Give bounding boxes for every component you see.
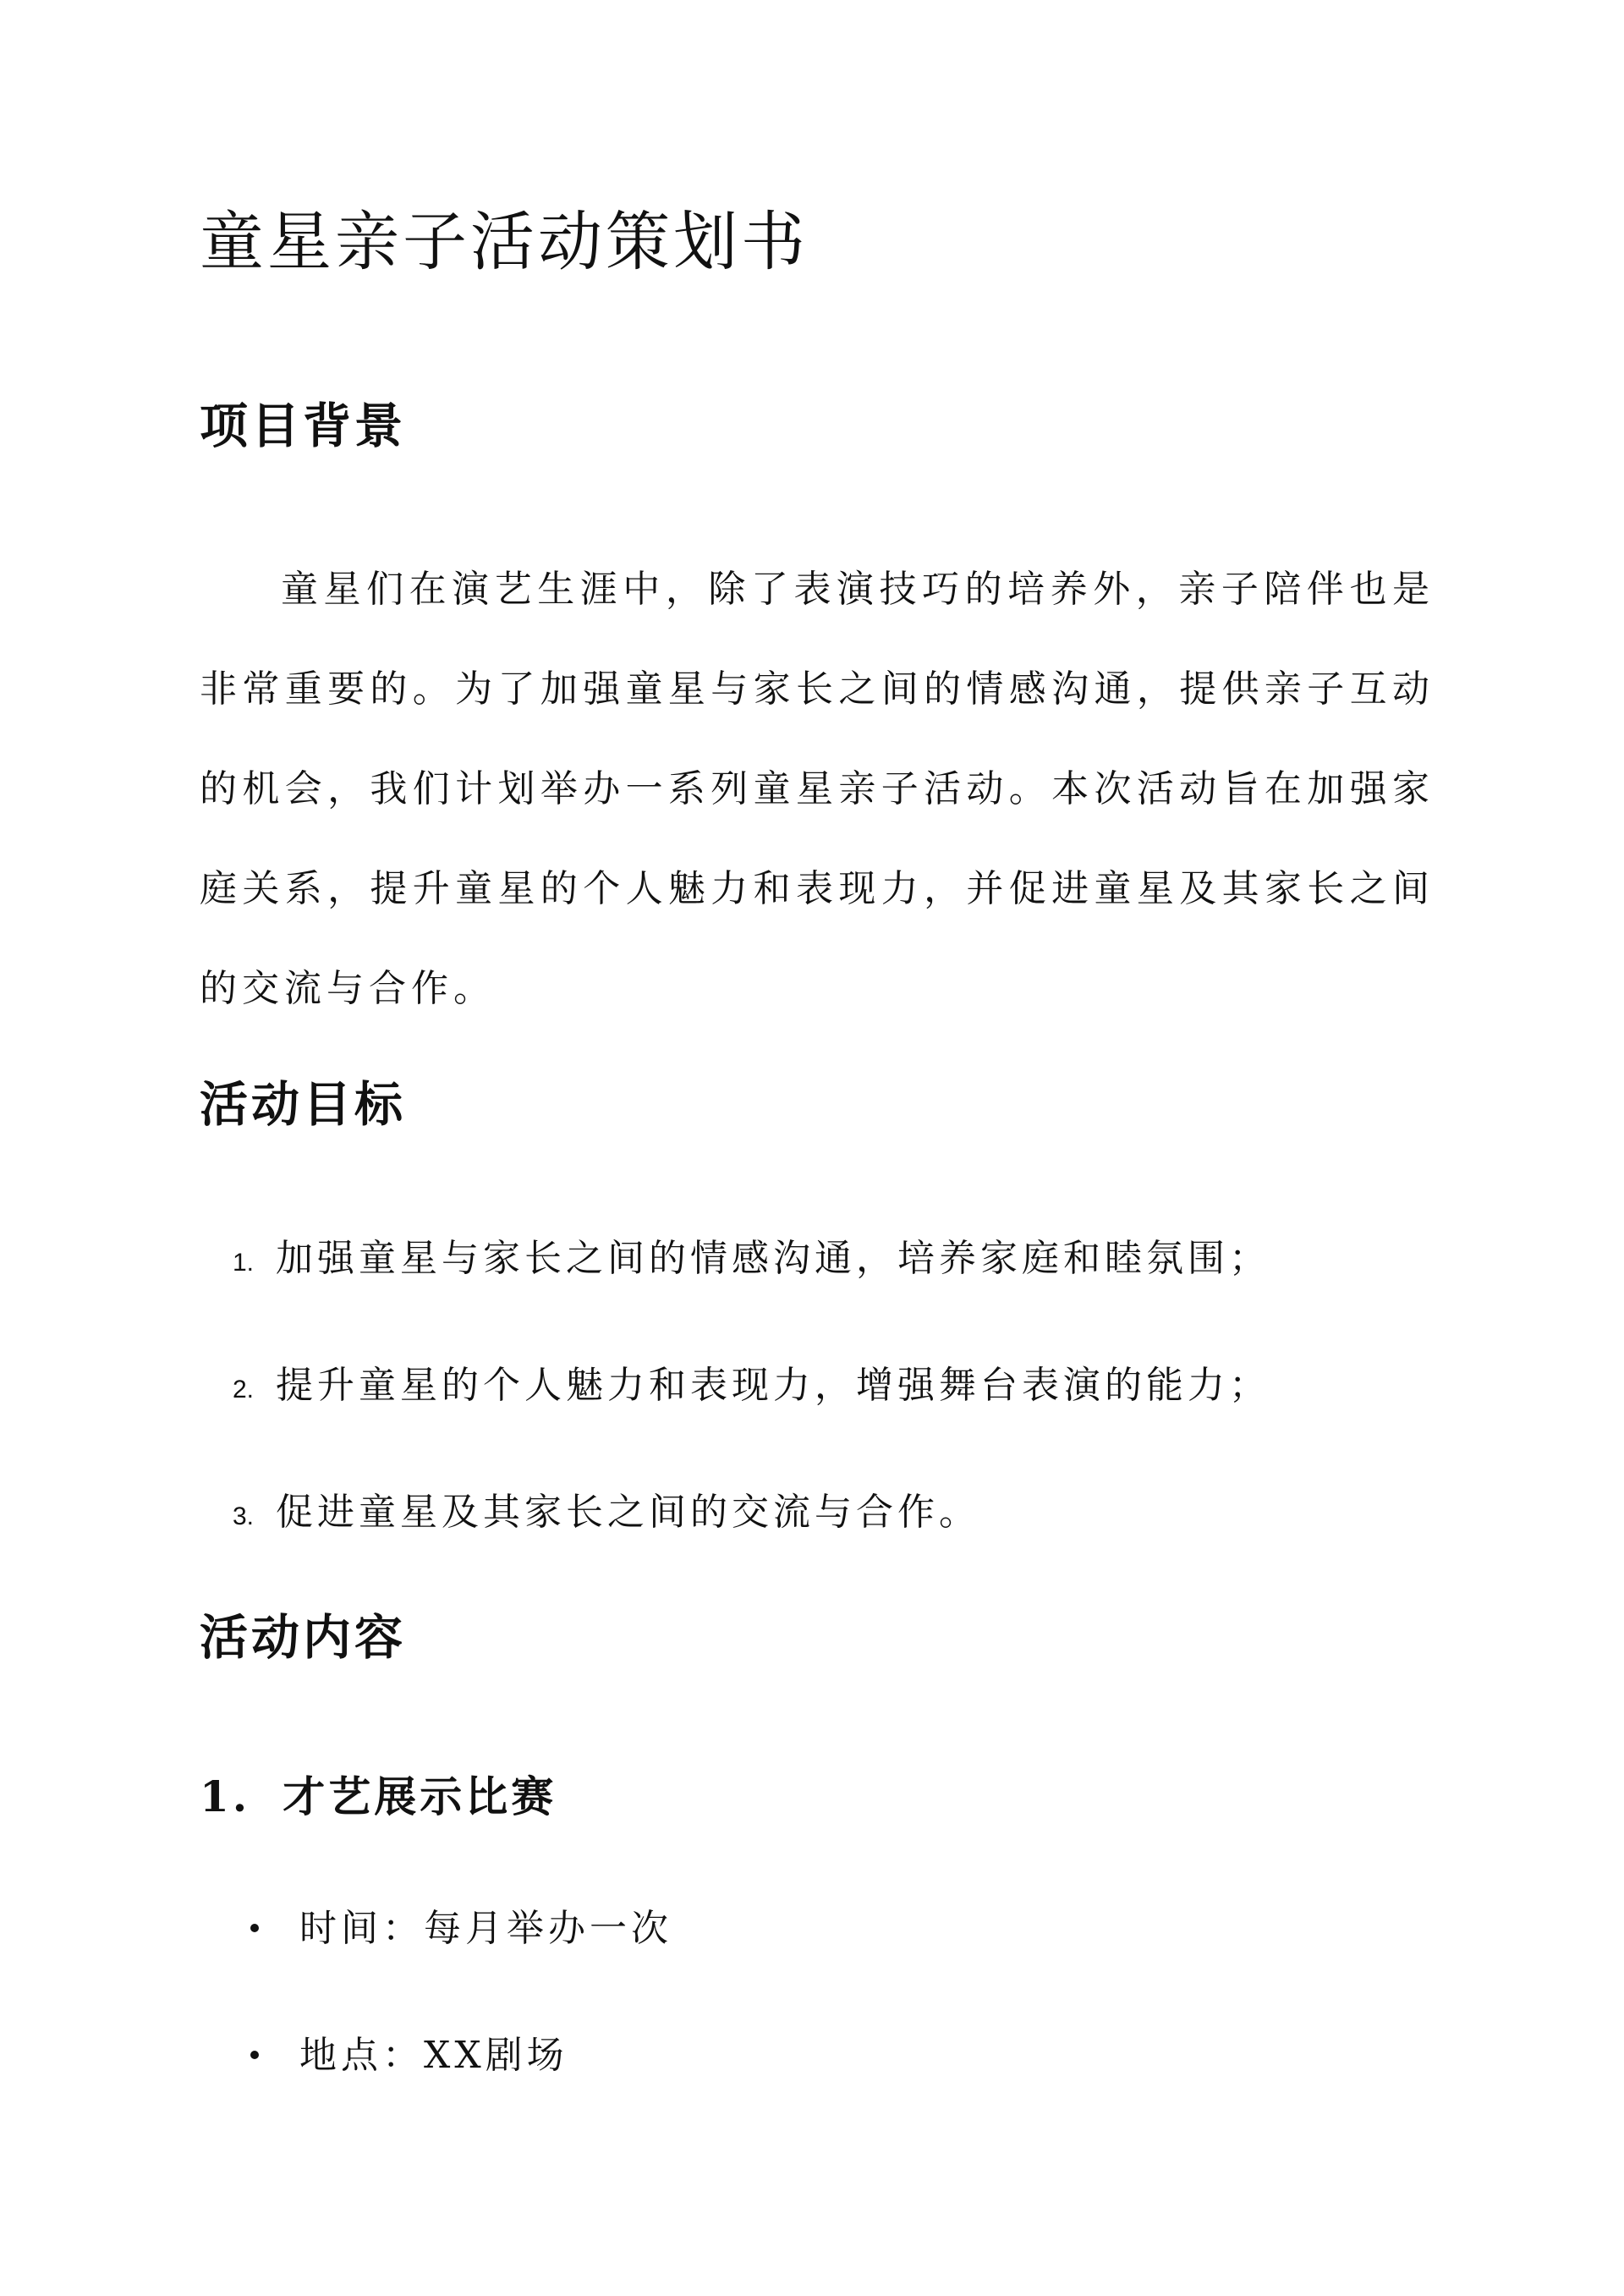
subsection-heading [200, 1763, 557, 1831]
list-number: 3. [232, 1502, 254, 1530]
list-item-text: 地点：XX剧场 [299, 2034, 568, 2077]
list-number: 1. [232, 1249, 254, 1277]
section-heading-goals: 活动目标 [200, 1076, 406, 1133]
bullet-icon [250, 1924, 259, 1932]
details-list [200, 1887, 1435, 2140]
list-item [200, 1470, 1435, 1597]
list-item [200, 2013, 1435, 2140]
background-paragraph: 童星们在演艺生涯中，除了表演技巧的培养外，亲子陪伴也是非常重要的。为了加强童星与家长之间的情感沟通，提供亲子互动的机会，我们计划举办一系列童星亲子活动。本次活动旨在加强家庭关系，提升童星的个人魅力和表现力，并促进童星及其家长之间的交流与合作。 [200, 568, 1435, 1010]
subsection-number: 1. [200, 1771, 251, 1821]
goals-list [200, 1217, 1435, 1597]
list-item [200, 1217, 1435, 1343]
list-item-text: 提升童星的个人魅力和表现力，增强舞台表演的能力； [276, 1364, 1270, 1407]
list-number: 2. [232, 1376, 254, 1403]
section-heading-content: 活动内容 [200, 1609, 406, 1666]
list-item [200, 1887, 1435, 2013]
list-item-text: 促进童星及其家长之间的交流与合作。 [276, 1491, 980, 1534]
list-item-text: 时间：每月举办一次 [299, 1907, 672, 1950]
list-item-text: 加强童星与家长之间的情感沟通，培养家庭和睦氛围； [276, 1237, 1270, 1280]
list-item [200, 1343, 1435, 1470]
subsection-title: 才艺展示比赛 [283, 1771, 557, 1821]
section-heading-background: 项目背景 [200, 398, 406, 454]
document-title: 童星亲子活动策划书 [200, 204, 809, 279]
bullet-icon [250, 2051, 259, 2059]
